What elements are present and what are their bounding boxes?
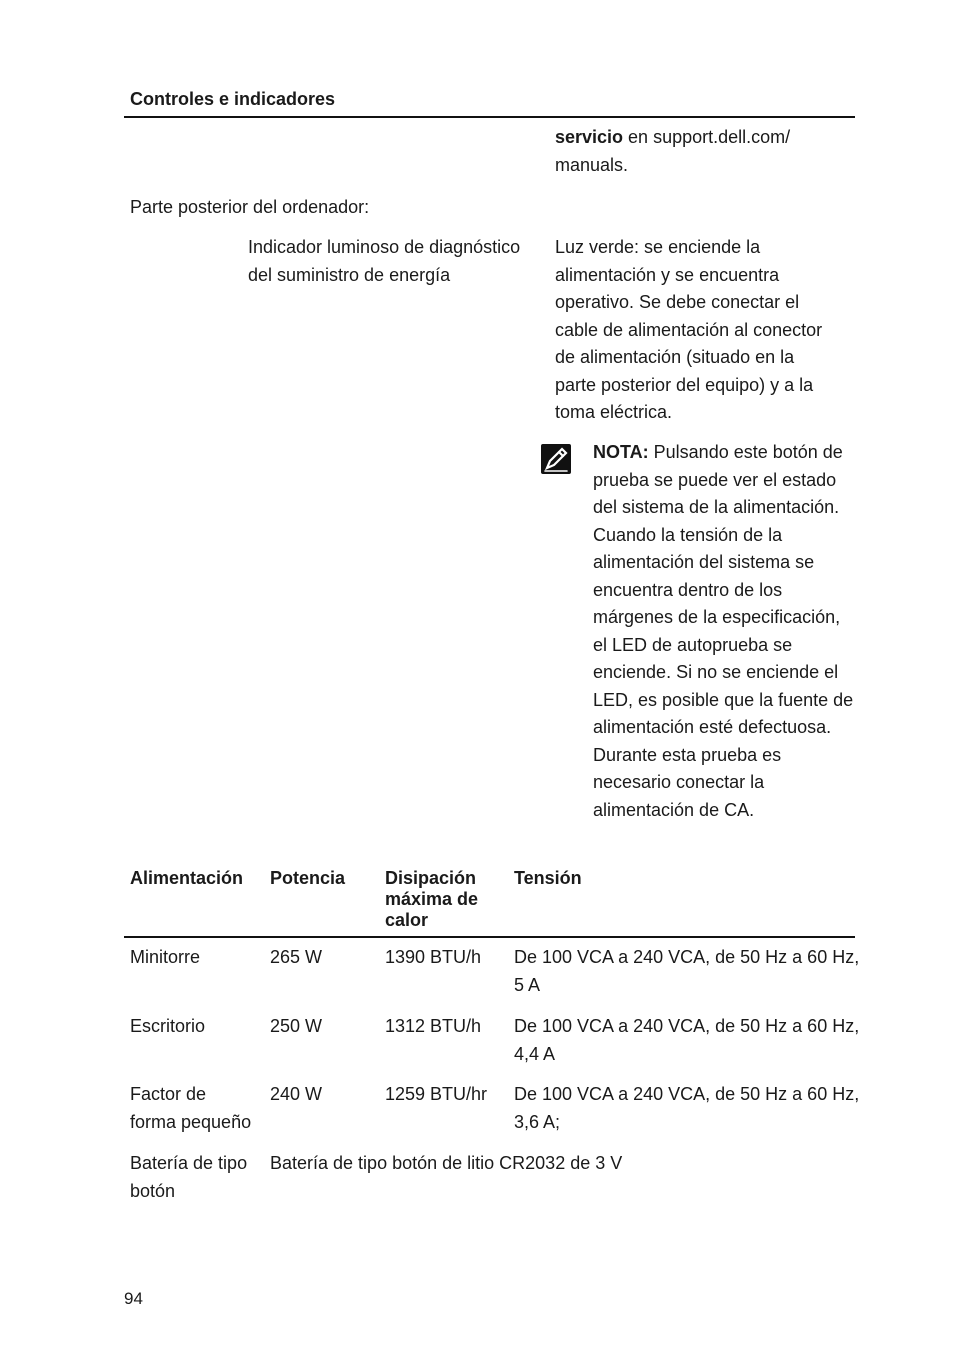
note-line: Cuando la tensión de la (593, 524, 783, 545)
note-line: Pulsando este botón de (648, 442, 843, 462)
note-line: prueba se puede ver el estado (593, 469, 837, 490)
row-minitorre-heat: 1390 BTU/h (385, 947, 482, 967)
row-escritorio-power: 250 W (270, 1016, 323, 1036)
row-escritorio-voltage (514, 1013, 859, 1068)
header-disipacion-line: calor (385, 910, 429, 930)
header-disipacion (385, 868, 478, 931)
header-rule (124, 116, 855, 118)
desc-line: cable de alimentación al conector (555, 319, 823, 340)
desc-line: toma eléctrica. (555, 402, 673, 422)
continuation-text (555, 124, 790, 179)
page-number: 94 (124, 1289, 143, 1308)
row-minitorre-voltage (514, 944, 859, 999)
pencil-note-icon (541, 444, 571, 474)
voltage-line: De 100 VCA a 240 VCA, de 50 Hz a 60 Hz, (514, 1084, 860, 1104)
desc-line: de alimentación (situado en la (555, 347, 795, 367)
header-potencia: Potencia (270, 868, 346, 888)
row-factor-forma-heat: 1259 BTU/hr (385, 1084, 488, 1104)
note-line: Durante esta prueba es (593, 744, 782, 765)
desc-line: alimentación y se encuentra (555, 264, 780, 285)
continuation-rest: en support.dell.com/ (623, 127, 791, 147)
header-alimentacion: Alimentación (130, 868, 244, 888)
voltage-line: De 100 VCA a 240 VCA, de 50 Hz a 60 Hz, (514, 1016, 860, 1036)
label-line: Indicador luminoso de diagnóstico (248, 237, 521, 257)
label-line: del suministro de energía (248, 264, 451, 285)
battery-value: Batería de tipo botón de litio CR2032 de 3 V (270, 1153, 623, 1173)
diagnostic-indicator-description (555, 234, 822, 427)
desc-line: operativo. Se debe conectar el (555, 292, 800, 312)
battery-label (130, 1150, 247, 1205)
note-text (593, 439, 853, 824)
desc-line: parte posterior del equipo) y a la (555, 374, 814, 395)
note-line: LED, es posible que la fuente de (593, 689, 854, 710)
row-factor-forma-voltage (514, 1081, 859, 1136)
note-line: enciende. Si no se enciende el (593, 662, 839, 682)
note-line: encuentra dentro de los (593, 579, 783, 600)
battery-label-line: botón (130, 1180, 176, 1201)
header-disipacion-line: Disipación (385, 868, 477, 888)
battery-label-line: Batería de tipo (130, 1153, 248, 1173)
header-tension: Tensión (514, 868, 582, 888)
row-factor-forma-name (130, 1081, 251, 1136)
row-escritorio-name: Escritorio (130, 1016, 206, 1036)
rear-label: Parte posterior del ordenador: (130, 197, 370, 217)
row-escritorio-heat: 1312 BTU/h (385, 1016, 482, 1036)
name-line: forma pequeño (130, 1111, 252, 1132)
voltage-line: De 100 VCA a 240 VCA, de 50 Hz a 60 Hz, (514, 947, 860, 967)
note-line: alimentación de CA. (593, 799, 755, 820)
diagnostic-indicator-label (248, 234, 520, 289)
note-line: márgenes de la especificación, (593, 607, 841, 627)
name-line: Factor de (130, 1084, 207, 1104)
row-minitorre-power: 265 W (270, 947, 323, 967)
voltage-line: 3,6 A; (514, 1111, 561, 1132)
voltage-line: 4,4 A (514, 1043, 556, 1064)
desc-line: Luz verde: se enciende la (555, 237, 761, 257)
note-line: necesario conectar la (593, 772, 765, 792)
continuation-bold: servicio (555, 127, 624, 147)
header-disipacion-line: máxima de (385, 889, 479, 909)
note-label: NOTA: (593, 442, 649, 462)
voltage-line: 5 A (514, 974, 541, 995)
continuation-line2: manuals. (555, 154, 629, 175)
note-line: alimentación del sistema se (593, 552, 815, 572)
note-line: el LED de autoprueba se (593, 634, 793, 655)
row-minitorre-name: Minitorre (130, 947, 201, 967)
table-header-rule (124, 936, 855, 938)
note-line: del sistema de la alimentación. (593, 497, 840, 517)
note-line: alimentación esté defectuosa. (593, 717, 832, 737)
section-title: Controles e indicadores (130, 89, 336, 109)
row-factor-forma-power: 240 W (270, 1084, 323, 1104)
